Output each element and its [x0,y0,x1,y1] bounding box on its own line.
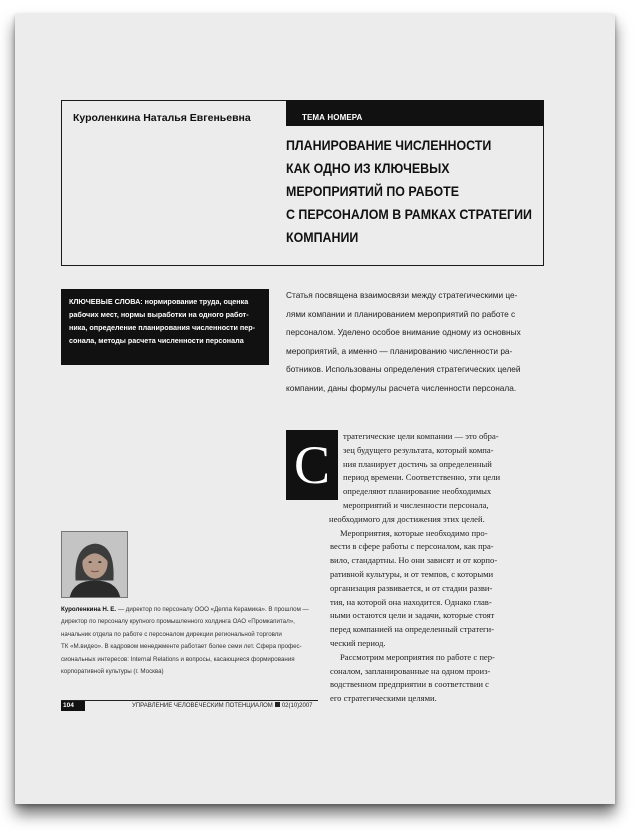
section-label: ТЕМА НОМЕРА [302,113,363,122]
abstract-line: компании, даны формулы расчета численности персонала. [286,382,517,393]
body-line: вести в сфере работы с персоналом, как пра- [330,541,494,552]
abstract [286,286,548,398]
body-line: соналом, запланированные на одном произ- [330,665,491,676]
body-line: водственном предприятии в соответствии с [330,679,489,690]
bio-line: директор по персоналу крупного промышленного холдинга ОАО «Промкапитал», [61,618,295,626]
body-line: ния планирует достичь за определенный [343,458,492,469]
title-line: ПЛАНИРОВАНИЕ ЧИСЛЕННОСТИ [286,138,492,153]
abstract-line: мероприятий, а именно — планированию численности ра- [286,345,513,356]
title-line: С ПЕРСОНАЛОМ В РАМКАХ СТРАТЕГИИ [286,207,532,222]
keywords-box [61,289,269,365]
bio-line: — директор по персоналу ООО «Делпа Керамика». В прошлом — [116,606,309,613]
author-photo-graphic [62,532,127,597]
square-bullet-icon [275,702,280,707]
bio-line: корпоративной культуры (г. Москва) [61,668,164,676]
body-line: ными остаются цели и задачи, которые стоят [330,610,495,621]
body-line: период времени. Соответственно, эти цели [343,472,501,483]
body-line: вило, стандартны. Но они зависят и от корпо- [330,555,498,566]
author-name: Куроленкина Наталья Евгеньевна [73,112,251,124]
article-title [286,134,532,249]
issue-number: 02(10)2007 [281,703,313,709]
body-line: мероприятий и численности персонала, [343,499,489,510]
bio-line: ТК «М.видео». В кадровом менеджменте работает более семи лет. Сфера профес- [61,643,302,651]
article-body [329,430,546,706]
journal-name: УПРАВЛЕНИЕ ЧЕЛОВЕЧЕСКИМ ПОТЕНЦИАЛОМ [132,703,273,709]
keywords-line: рабочих мест, нормы выработки на одного работ- [69,310,249,319]
author-photo [61,531,128,598]
journal-info [132,701,313,711]
body-line: зец будущего результата, который компа- [343,444,494,455]
body-line: тратегические цели компании — это обра- [343,431,499,441]
body-line: определяют планирование необходимых [343,486,492,497]
body-line: его стратегическими целями. [330,693,437,704]
bio-line: сиональных интересов: Internal Relations и вопросы, касающиеся формирования [61,655,295,663]
title-line: МЕРОПРИЯТИЙ ПО РАБОТЕ [286,184,460,199]
page-number: 104 [61,701,85,711]
body-line: необходимого для достижения этих целей. [329,513,485,524]
drop-cap: С [286,430,338,500]
bio-name: Куроленкина Н. Е. [61,606,117,613]
abstract-line: персоналом. Уделено особое внимание одному из основных [286,327,521,338]
bio-line: начальник отдела по работе с персоналом дирекции региональной торговли [61,630,282,638]
keywords-line: ника, определение планирования численности пер- [69,323,256,332]
keywords-line: КЛЮЧЕВЫЕ СЛОВА: нормирование труда, оценка [69,297,249,306]
title-line: КАК ОДНО ИЗ КЛЮЧЕВЫХ [286,161,450,176]
body-line: ческий период. [330,637,386,648]
body-line: перед компанией на определенный стратеги- [330,624,494,635]
keywords-line: сонала, методы расчета численности персонала [69,336,244,345]
author-bio [61,604,323,678]
abstract-line: Статья посвящена взаимосвязи между стратегическими це- [286,290,518,300]
abstract-line: ботников. Использованы определения стратегических целей [286,364,521,375]
body-line: Рассмотрим мероприятия по работе с пер- [340,651,495,662]
body-line: Мероприятия, которые необходимо про- [340,527,488,538]
body-line: тия, на которой она находится. Однако глав- [330,596,492,607]
abstract-line: лями компании и планированием мероприятий по работе с [286,308,516,319]
title-line: КОМПАНИИ [286,230,359,245]
body-line: ративной культуры, и от темпов, с которыми [330,568,494,579]
body-line: организация развивается, и от стадии разви- [330,582,493,593]
